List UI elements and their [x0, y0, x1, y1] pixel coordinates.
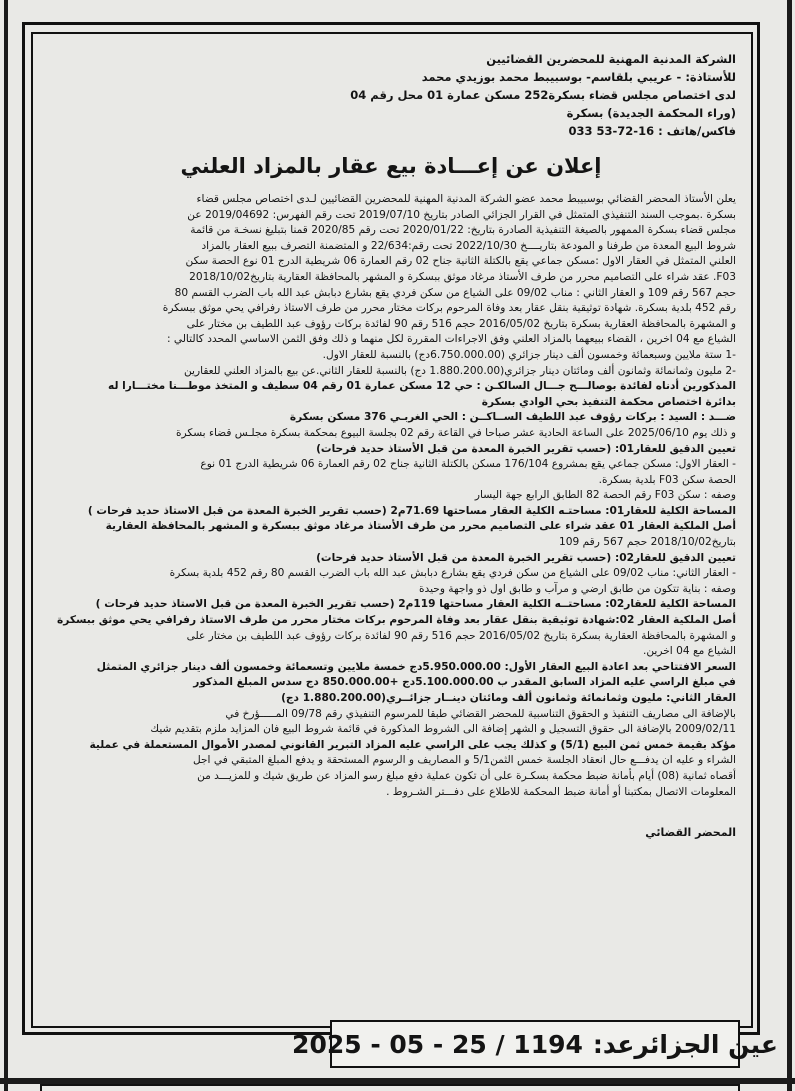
body-line: أصل الملكية العقار 02:شهادة توثيقية بنقل عقار بعد وفاة المرحوم بركات مختار محرر من طرف الاستاذ رفرافي يحي موثق ببسكرة [56, 614, 736, 627]
body-line: الشياع مع 04 اخرين ، القضاء ببيعهما بالمزاد العلني وفق الاجراءات المقررة لكل منهما و ذلك وفق الثمن الاساسي المحدد كالتالي : [166, 333, 736, 346]
body-line: مجلس قضاء بسكرة الممهور بالصيغة التنفيذية الصادرة بتاريخ: 2020/01/22 تحت رقم 2020/85 قمنا بتبليغ نسخـة من قائمة [190, 224, 736, 237]
body-line: -1 ستة ملايين وسبعمائة وخمسون ألف دينار جزائري (6.750.000.00دج) بالنسبة للعقار الاول. [322, 348, 736, 361]
body-line: في مبلغ الراسي عليه المزاد السابق المقدر ب 5.100.000.00دج +850.000.00 دج سدس المبلغ المذكور [193, 676, 736, 689]
signature: المحضر القضائي [645, 826, 736, 840]
body-line: المعلومات الاتصال بمكتبنا أو أمانة ضبط المحكمة للاطلاع على دفـــتر الشـروط . [386, 785, 736, 798]
body-line: 2009/02/11 بالإضافة الى حقوق التسجيل و الشهر إضافة الى الشروط المذكورة في قائمة شروط البيع فان المزايد ملزم بتقديم شيك [150, 723, 736, 736]
body-line: يعلن الأستاذ المحضر القضائي بوسبيبط محمد عضو الشركة المدنية المهنية للمحضرين القضائيين لـدى اختصاص مجلس قضاء [196, 193, 736, 205]
left-page-edge [4, 0, 8, 1091]
body-line: مؤكد بقيمة خمس ثمن البيع (5/1) و كذلك يجب على الراسي عليه المزاد التبرير القانوني لمصدر الأموال المستعملة في عملية [89, 738, 736, 751]
announcement-content [46, 50, 736, 1010]
office-address: لدى اختصاص مجلس قضاء بسكرة252 مسكن عمارة 01 محل رقم 04 [350, 88, 736, 102]
body-line: -2 مليون وثمانمائة وثمانون ألف ومائتان دينار جزائري(1.880.200.00 دج) بالنسبة للعقار الثاني.عن بيع بالمزاد العلني للعقارين [183, 364, 736, 377]
body-line: الشياع مع 04 اخرين. [643, 645, 736, 658]
phone-fax: فاكس/هاتف : 16-72-53 033 [568, 124, 736, 138]
body-line: وصفه : سكن F03 رقم الحصة 82 الطابق الرابع جهة اليسار [474, 489, 736, 502]
bailiff-header [46, 50, 736, 140]
body-line: العلني المتمثل في العقار الاول :مسكن جماعي يقع بالكتلة الثانية جناح 02 رقم العمارة 06 شريطية الدرج 01 نوع الحصة سكن [185, 255, 736, 268]
body-line: - العقار الاول: مسكن جماعي يقع بمشروع 176/104 مسكن بالكتلة الثانية جناح 02 رقم العمارة 06 شريطية الدرج 01 نوع [200, 458, 736, 471]
issue-number-date: 2025 - 05 - 25 / 1194 [292, 1029, 583, 1059]
company-name: الشركة المدنية المهنية للمحضرين القضائيين [486, 52, 736, 66]
body-line: السعر الافتتاحي بعد اعادة البيع العقار الأول: 5.950.000.00دج خمسة ملايين وتسعمائة وخمسون ألف دينار جزائري المتمثل [96, 660, 736, 673]
body-line: الحصة سكن F03 بلدية بسكرة. [598, 473, 736, 486]
body-line: بدائرة اختصاص محكمة التنفيذ بحي الوادي بسكرة [481, 395, 736, 408]
body-line: المساحة الكلية للعقار02: مساحتــه الكلية العقار مساحتها 119م2 (حسب تقرير الخبرة المعدة من قبل الاستاذ حديد فرحات ) [95, 598, 736, 611]
body-line: - العقار الثاني: مناب 09/02 على الشياع من سكن فردي يقع بشارع دبابش عبد الله باب الضرب القسم 80 رقم 452 بلدية بسكرة [169, 567, 736, 580]
body-line: F03. عقد شراء على التصاميم محرر من طرف الأستاذ مرغاد موثق ببسكرة و المشهر بالمحافظة العقارية بتاريخ2018/10/02 [189, 270, 736, 283]
body-line: شروط البيع المعدة من طرفنا و المودعة بتاريــــخ 2022/10/30 تحت رقم:22/634 و المتضمنة التصرف ببيع العقار بالمزاد [201, 239, 736, 252]
right-page-edge [787, 0, 792, 1091]
body-line: بسكرة .بموجب السند التنفيذي المتمثل في القرار الجزائي الصادر بتاريخ 2019/07/10 تحت رقم الفهرس: 2019/04692 عن [187, 208, 736, 221]
body-line: حجم 567 رقم 109 و العقار الثاني : مناب 09/02 على الشياع من سكن فردي يقع بشارع دبابش عبد الله باب الضرب القسم 80 [174, 286, 736, 299]
body-line: بتاريخ2018/10/02 حجم 567 رقم 109 [559, 536, 736, 549]
body-line: تعيين الدقيق للعقار01: (حسب تقرير الخبرة المعدة من قبل الأستاذ حديد فرحات) [316, 442, 736, 455]
announcement-body [46, 192, 736, 800]
body-line: ضـــد : السيد : بركات رؤوف عبد اللطيف الســاكــن : الحي الغربـي 376 مسكن بسكرة [289, 411, 736, 424]
body-line: العقار الثاني: مليون وثمانمائة وثمانون ألف ومائتان دينــار جزائــري(1.880.200.00 دج) [281, 692, 736, 704]
body-line: رقم 452 بلدية بسكرة. شهادة توثيقية بنقل عقار بعد وفاة المرحوم بركات مختار محرر من طرف الاستاذ رفرافي يحي موثق ببسكرة [162, 302, 736, 315]
bailiff-names: للأستاذة: - عريبي بلقاسم- بوسبيبط محمد بوزيدي محمد [421, 70, 736, 84]
office-address-note: (وراء المحكمة الجديدة) بسكرة [566, 106, 736, 120]
newspaper-label: عين الجزائرعد: [592, 1029, 778, 1059]
body-line: و المشهرة بالمحافظة العقارية بسكرة بتاريخ 2016/05/02 حجم 516 رقم 90 لفائدة بركات رؤوف عبد اللطيف بن مختار على [186, 317, 736, 330]
body-line: أقصاه ثمانية (08) أيام بأمانة ضبط محكمة بسكـرة على أن تكون عملية دفع مبلغ رسو المزاد عن طريق شيك و للمزيـــد من [197, 769, 736, 782]
announcement-title: إعلان عن إعـــادة بيع عقار بالمزاد العلني [180, 154, 602, 178]
body-line: الشراء و عليه ان يدفـــع حال انعقاد الجلسة خمس الثمن5/1 و المصاريف و الرسوم المستحقة و يدفع المبلغ المتبقي في اجل [192, 754, 736, 767]
body-line: و ذلك يوم 2025/06/10 على الساعة الحادية عشر صباحا في القاعة رقم 02 بجلسة البيوع بمحكمة بسكرة مجلـس قضاء بسكرة [175, 426, 736, 439]
body-line: وصفه : بناية تتكون من طابق ارضي و مرآب و طابق اول ذو واجهة وحيدة [418, 582, 736, 595]
body-line: المساحة الكلية للعقار01: مساحتـه الكلية العقار مساحتها 71.69م2 (حسب تقرير الخبرة المعدة من قبل الاستاذ حديد فرحات ) [87, 504, 736, 517]
next-article-frame [40, 1084, 740, 1091]
body-line: أصل الملكية العقار 01 عقد شراء على التصاميم محرر من طرف الأستاذ مرغاد موثق ببسكرة و المشهر بالمحافظة العقارية [105, 520, 736, 533]
body-line: بالإضافة الى مصاريف التنفيذ و الحقوق التناسبية للمحضر القضائي طبقا للمرسوم التنفيذي رقم 09/78 المـــــؤرخ في [225, 707, 736, 720]
body-line: المذكورين أدناه لفائدة بوصالـــح جـــال السالكـن : حي 12 مسكن عمارة 01 رقم 04 سطيف و المتخذ موطـــنا مختـــارا له [108, 380, 736, 393]
body-line: و المشهرة بالمحافظة العقارية بسكرة بتاريخ 2016/05/02 حجم 516 رقم 90 لفائدة بركات رؤوف عبد اللطيف بن مختار على [186, 629, 736, 642]
publication-stamp [292, 1020, 778, 1068]
body-line: تعيين الدقيق للعقار02: (حسب تقرير الخبرة المعدة من قبل الأستاذ حديد فرحات) [316, 551, 736, 564]
